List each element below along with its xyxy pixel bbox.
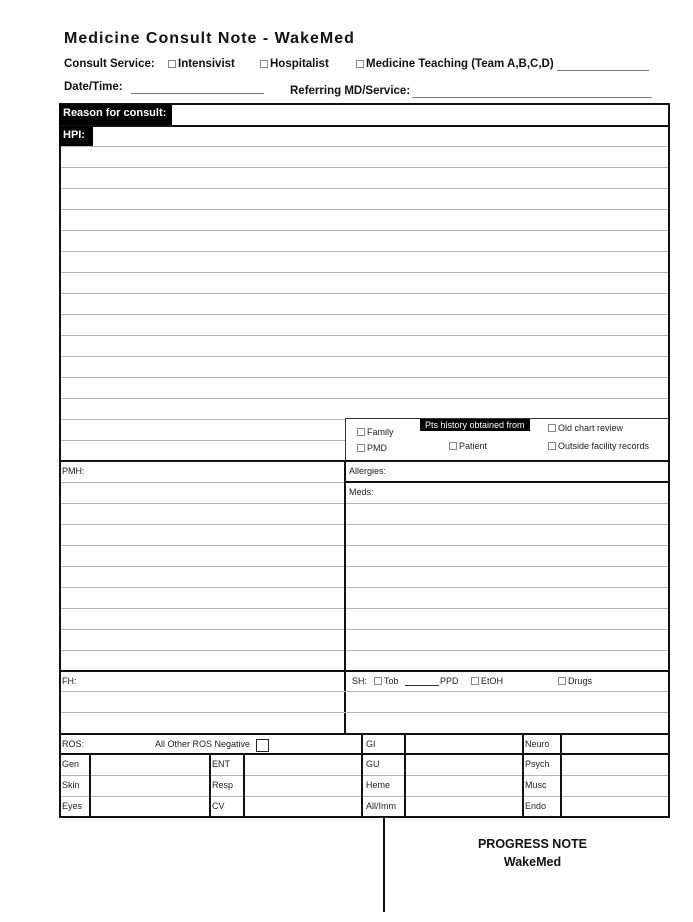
reason-label: Reason for consult: [60,107,169,119]
ros-eyes-input[interactable] [91,797,209,816]
referring-label: Referring MD/Service: [290,85,411,97]
history-box-left [345,418,346,461]
form-bottom-border [59,816,670,818]
ros-allimm-label: All/Imm [366,801,396,811]
sh-label: SH: [352,676,368,686]
rule-line [61,419,345,420]
ros-endo-input[interactable] [562,797,668,816]
ros-gu-label: GU [366,759,380,769]
checkbox-icon[interactable] [357,444,365,452]
history-option-outside-records[interactable]: Outside facility records [548,441,649,451]
rule-line [61,398,668,399]
rule-line [61,608,344,609]
ros-allimm-input[interactable] [406,797,522,816]
rule-line [61,524,344,525]
checkbox-icon[interactable] [260,60,268,68]
ros-endo-label: Endo [525,801,547,811]
checkbox-icon[interactable] [449,442,457,450]
meds-textarea[interactable] [346,483,668,670]
datetime-field-underline[interactable] [131,93,264,94]
meds-label: Meds: [349,487,374,497]
footer-vertical-rule [383,817,385,912]
ros-skin-input[interactable] [91,776,209,796]
ros-gen-input[interactable] [91,755,209,775]
ros-cv-label: CV [212,801,225,811]
ros-musc-label: Musc [525,780,547,790]
rule-line [346,503,668,504]
rule-line [61,272,668,273]
rule-line [61,503,344,504]
ros-gi-label: GI [366,739,376,749]
checkbox-icon[interactable] [558,677,566,685]
team-field-underline[interactable] [557,70,649,71]
history-option-pmd[interactable]: PMD [357,443,387,453]
history-option-patient[interactable]: Patient [449,441,487,451]
rule-line [61,629,344,630]
rule-line [61,230,668,231]
rule-line [61,650,344,651]
checkbox-icon[interactable] [471,677,479,685]
rule-line [346,545,668,546]
rule-line [346,566,668,567]
consult-option-medicine-teaching[interactable]: Medicine Teaching (Team A,B,C,D) [356,58,554,70]
ros-psych-label: Psych [525,759,550,769]
rule-line [346,587,668,588]
rule-line [61,251,668,252]
sh-ppd-label: PPD [440,676,459,686]
rule-line [61,293,668,294]
rule-line [61,314,668,315]
history-option-family[interactable]: Family [357,427,394,437]
ppd-field-underline[interactable] [405,685,439,686]
ros-gu-input[interactable] [406,755,522,775]
rule-line [346,608,668,609]
rule-line [61,566,344,567]
page-title: Medicine Consult Note - WakeMed [64,30,355,47]
rule-line [346,650,668,651]
rule-line [61,335,668,336]
ros-resp-label: Resp [212,780,234,790]
ros-skin-label: Skin [62,780,80,790]
ros-gen-label: Gen [62,759,80,769]
ros-negative-checkbox[interactable] [256,736,271,754]
column-divider [209,754,211,817]
ros-musc-input[interactable] [562,776,668,796]
rule-line [61,482,344,483]
ros-resp-input[interactable] [245,776,361,796]
sh-drugs-option[interactable]: Drugs [558,676,592,686]
footer-wakemed: WakeMed [503,855,562,869]
column-divider [361,733,363,817]
checkbox-icon[interactable] [548,442,556,450]
ros-heme-input[interactable] [406,776,522,796]
rule-line [346,629,668,630]
checkbox-icon[interactable] [256,739,269,752]
ros-neuro-label: Neuro [525,739,550,749]
history-option-old-chart[interactable]: Old chart review [548,423,623,433]
sh-etoh-option[interactable]: EtOH [471,676,503,686]
checkbox-icon[interactable] [374,677,382,685]
column-divider [522,733,524,817]
ros-negative-label: All Other ROS Negative [155,739,251,749]
allergies-label: Allergies: [349,466,387,476]
rule-line [61,146,668,147]
footer-progress-note: PROGRESS NOTE [477,837,588,851]
rule-line [61,167,668,168]
fh-textarea[interactable] [61,672,344,733]
consult-option-intensivist[interactable]: Intensivist [168,58,235,70]
datetime-label: Date/Time: [64,81,123,93]
rule-line [61,377,668,378]
rule-line [61,587,344,588]
ros-eyes-label: Eyes [62,801,83,811]
checkbox-icon[interactable] [168,60,176,68]
checkbox-icon[interactable] [356,60,364,68]
rule-line [61,209,668,210]
referring-field-underline[interactable] [412,97,652,98]
hpi-label: HPI: [63,129,85,141]
ros-psych-input[interactable] [562,755,668,775]
ros-gi-input[interactable] [406,735,522,753]
consult-option-hospitalist[interactable]: Hospitalist [260,58,329,70]
allergies-input[interactable] [346,462,668,481]
sh-textarea[interactable] [346,692,668,733]
ros-neuro-input[interactable] [562,735,668,753]
ros-ent-input[interactable] [245,755,361,775]
sh-tob-option[interactable]: Tob [374,676,399,686]
consult-service-label: Consult Service: [64,58,155,70]
reason-input[interactable] [172,105,668,125]
checkbox-icon[interactable] [548,424,556,432]
rule-line [61,188,668,189]
ros-ent-label: ENT [212,759,230,769]
rule-line [61,545,344,546]
pmh-label: PMH: [62,466,85,476]
ros-cv-input[interactable] [245,797,361,816]
fh-label: FH: [62,676,77,686]
ros-label: ROS: [62,739,85,749]
history-source-caption: Pts history obtained from [420,419,530,431]
ros-heme-label: Heme [366,780,391,790]
rule-line [61,356,668,357]
checkbox-icon[interactable] [357,428,365,436]
rule-line [61,440,345,441]
rule-line [346,524,668,525]
